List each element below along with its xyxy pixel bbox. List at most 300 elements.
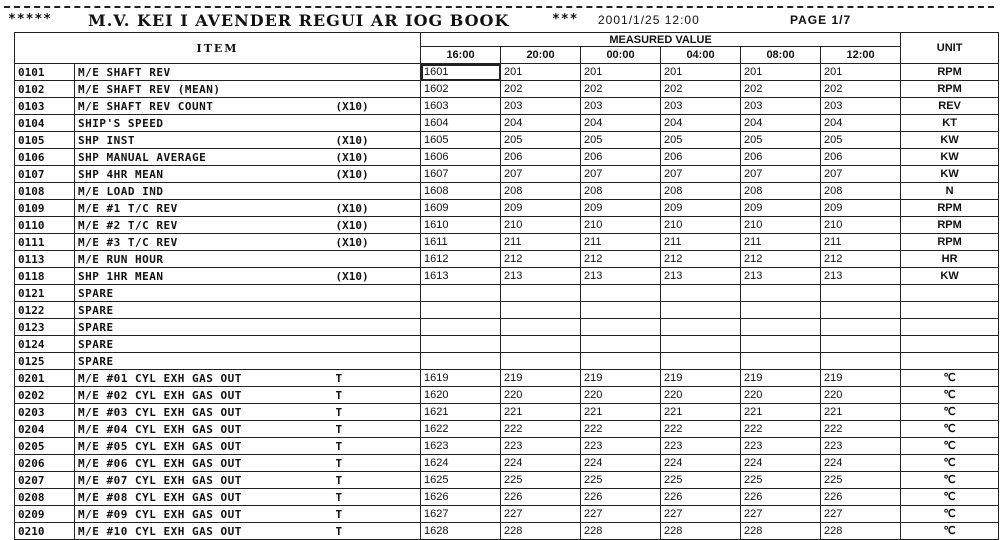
measured-value-cell[interactable]	[421, 319, 501, 336]
table-row[interactable]	[15, 183, 999, 200]
measured-value-cell[interactable]: 203	[581, 98, 661, 115]
item-code: 0121	[15, 285, 75, 302]
measured-value-cell[interactable]: 209	[581, 200, 661, 217]
item-name: M/E #2 T/C REV	[75, 217, 333, 234]
table-row[interactable]	[15, 81, 999, 98]
item-code: 0105	[15, 132, 75, 149]
measured-value-cell[interactable]: 222	[821, 421, 901, 438]
item-code: 0123	[15, 319, 75, 336]
measured-value-cell[interactable]	[821, 319, 901, 336]
measured-value-cell[interactable]: 203	[821, 98, 901, 115]
measured-value-cell[interactable]: 1607	[421, 166, 501, 183]
measured-value-cell[interactable]: 225	[501, 472, 581, 489]
measured-value-cell[interactable]: 220	[661, 387, 741, 404]
measured-value-cell[interactable]: 227	[821, 506, 901, 523]
measured-value-cell[interactable]	[501, 285, 581, 302]
item-code: 0209	[15, 506, 75, 523]
item-name: M/E #07 CYL EXH GAS OUT	[75, 472, 333, 489]
item-code: 0107	[15, 166, 75, 183]
measured-value-cell[interactable]: 222	[501, 421, 581, 438]
measured-value-cell[interactable]: 205	[581, 132, 661, 149]
measured-value-cell[interactable]: 201	[741, 64, 821, 81]
measured-value-cell[interactable]: 228	[741, 523, 821, 540]
item-name: M/E SHAFT REV	[75, 64, 333, 81]
item-name: M/E SHAFT REV COUNT	[75, 98, 333, 115]
measured-value-cell[interactable]	[421, 336, 501, 353]
measured-value-cell[interactable]: 226	[501, 489, 581, 506]
measured-value-cell[interactable]	[421, 302, 501, 319]
measured-value-cell[interactable]: 1628	[421, 523, 501, 540]
measured-value-cell[interactable]: 204	[581, 115, 661, 132]
item-name: M/E #09 CYL EXH GAS OUT	[75, 506, 333, 523]
item-multiplier	[333, 64, 421, 81]
item-multiplier: T	[333, 455, 421, 472]
measured-value-cell[interactable]: 210	[501, 217, 581, 234]
measured-value-cell[interactable]: 228	[821, 523, 901, 540]
measured-value-cell[interactable]: 1623	[421, 438, 501, 455]
item-code: 0109	[15, 200, 75, 217]
measured-value-cell[interactable]: 205	[821, 132, 901, 149]
column-header-time: 12:00	[821, 47, 901, 64]
measured-value-cell[interactable]: 1625	[421, 472, 501, 489]
table-row[interactable]	[15, 353, 999, 370]
item-multiplier: (X10)	[333, 200, 421, 217]
table-row[interactable]	[15, 523, 999, 540]
title-stars-left: *****	[8, 12, 53, 27]
measured-value-cell[interactable]: 206	[661, 149, 741, 166]
measured-value-cell[interactable]	[821, 353, 901, 370]
measured-value-cell[interactable]	[821, 285, 901, 302]
measured-value-cell[interactable]: 201	[661, 64, 741, 81]
measured-value-cell[interactable]	[581, 319, 661, 336]
item-multiplier: T	[333, 387, 421, 404]
measured-value-cell[interactable]: 211	[501, 234, 581, 251]
measured-value-cell[interactable]: 205	[741, 132, 821, 149]
unit-cell	[901, 336, 999, 353]
measured-value-cell[interactable]	[741, 319, 821, 336]
measured-value-cell[interactable]: 1609	[421, 200, 501, 217]
measured-value-cell[interactable]: 211	[821, 234, 901, 251]
table-row[interactable]	[15, 64, 999, 81]
measured-value-cell[interactable]	[741, 285, 821, 302]
measured-value-cell[interactable]: 221	[661, 404, 741, 421]
measured-value-cell[interactable]: 220	[821, 387, 901, 404]
item-name: M/E LOAD IND	[75, 183, 333, 200]
measured-value-cell[interactable]: 210	[821, 217, 901, 234]
measured-value-cell[interactable]: 1627	[421, 506, 501, 523]
measured-value-cell[interactable]: 1624	[421, 455, 501, 472]
table-row[interactable]	[15, 455, 999, 472]
measured-value-cell[interactable]: 211	[661, 234, 741, 251]
unit-cell: ℃	[901, 455, 999, 472]
measured-value-cell[interactable]	[741, 336, 821, 353]
item-code: 0111	[15, 234, 75, 251]
measured-value-cell[interactable]: 203	[661, 98, 741, 115]
measured-value-cell[interactable]: 210	[661, 217, 741, 234]
measured-value-cell[interactable]	[501, 319, 581, 336]
item-name: M/E #08 CYL EXH GAS OUT	[75, 489, 333, 506]
measured-value-cell[interactable]: 204	[821, 115, 901, 132]
unit-cell: N	[901, 183, 999, 200]
item-name: SPARE	[75, 319, 333, 336]
measured-value-cell[interactable]: 213	[501, 268, 581, 285]
measured-value-cell[interactable]: 204	[661, 115, 741, 132]
item-multiplier	[333, 336, 421, 353]
measured-value-cell[interactable]: 202	[501, 81, 581, 98]
measured-value-cell[interactable]: 220	[581, 387, 661, 404]
measured-value-cell[interactable]: 228	[501, 523, 581, 540]
measured-value-cell[interactable]: 211	[581, 234, 661, 251]
measured-value-cell[interactable]: 1611	[421, 234, 501, 251]
item-name: M/E #1 T/C REV	[75, 200, 333, 217]
measured-value-cell[interactable]: 208	[821, 183, 901, 200]
measured-value-cell[interactable]: 220	[501, 387, 581, 404]
column-header-time: 16:00	[421, 47, 501, 64]
measured-value-cell[interactable]: 1605	[421, 132, 501, 149]
measured-value-cell[interactable]	[661, 302, 741, 319]
item-name: SHP 4HR MEAN	[75, 166, 333, 183]
table-row[interactable]	[15, 472, 999, 489]
table-row[interactable]	[15, 370, 999, 387]
measured-value-cell[interactable]	[501, 336, 581, 353]
unit-cell: ℃	[901, 370, 999, 387]
measured-value-cell[interactable]	[741, 353, 821, 370]
report-datetime: 2001/1/25 12:00	[598, 13, 700, 27]
measured-value-cell[interactable]: 210	[741, 217, 821, 234]
measured-value-cell[interactable]: 202	[661, 81, 741, 98]
measured-value-cell[interactable]: 208	[581, 183, 661, 200]
measured-value-cell[interactable]: 204	[741, 115, 821, 132]
item-multiplier	[333, 353, 421, 370]
measured-value-cell[interactable]: 212	[661, 251, 741, 268]
measured-value-cell[interactable]: 209	[741, 200, 821, 217]
item-multiplier: T	[333, 489, 421, 506]
measured-value-cell[interactable]: 211	[741, 234, 821, 251]
item-name: M/E #10 CYL EXH GAS OUT	[75, 523, 333, 540]
measured-value-cell[interactable]: 208	[741, 183, 821, 200]
measured-value-cell[interactable]: 210	[581, 217, 661, 234]
item-code: 0125	[15, 353, 75, 370]
item-code: 0122	[15, 302, 75, 319]
measured-value-cell[interactable]: 219	[661, 370, 741, 387]
measured-value-cell[interactable]: 205	[501, 132, 581, 149]
measured-value-cell[interactable]: 213	[581, 268, 661, 285]
item-code: 0106	[15, 149, 75, 166]
unit-cell: KW	[901, 132, 999, 149]
measured-value-cell[interactable]: 227	[741, 506, 821, 523]
measured-value-cell[interactable]	[581, 336, 661, 353]
measured-value-cell[interactable]: 226	[821, 489, 901, 506]
measured-value-cell[interactable]: 1603	[421, 98, 501, 115]
item-multiplier	[333, 285, 421, 302]
table-row[interactable]	[15, 234, 999, 251]
measured-value-cell[interactable]: 207	[501, 166, 581, 183]
item-multiplier	[333, 183, 421, 200]
measured-value-cell[interactable]: 207	[581, 166, 661, 183]
measured-value-cell[interactable]: 1608	[421, 183, 501, 200]
measured-value-cell[interactable]: 209	[821, 200, 901, 217]
measured-value-cell[interactable]: 219	[501, 370, 581, 387]
table-row[interactable]	[15, 319, 999, 336]
column-header-time: 20:00	[501, 47, 581, 64]
item-code: 0118	[15, 268, 75, 285]
measured-value-cell[interactable]: 203	[501, 98, 581, 115]
column-header-time: 08:00	[741, 47, 821, 64]
table-row[interactable]	[15, 421, 999, 438]
measured-value-cell[interactable]: 204	[501, 115, 581, 132]
measured-value-cell[interactable]: 202	[741, 81, 821, 98]
unit-cell: RPM	[901, 64, 999, 81]
item-code: 0113	[15, 251, 75, 268]
title-stars-right: ***	[552, 12, 579, 27]
unit-cell: HR	[901, 251, 999, 268]
table-row[interactable]	[15, 268, 999, 285]
measured-value-cell[interactable]: 206	[501, 149, 581, 166]
measured-value-cell[interactable]: 219	[821, 370, 901, 387]
unit-cell	[901, 353, 999, 370]
item-name: M/E SHAFT REV (MEAN)	[75, 81, 333, 98]
measured-value-cell[interactable]: 223	[741, 438, 821, 455]
measured-value-cell[interactable]: 206	[821, 149, 901, 166]
item-name: SPARE	[75, 302, 333, 319]
measured-value-cell[interactable]: 222	[581, 421, 661, 438]
measured-value-cell[interactable]: 212	[741, 251, 821, 268]
measured-value-cell[interactable]: 1626	[421, 489, 501, 506]
column-header-time: 04:00	[661, 47, 741, 64]
measured-value-cell[interactable]: 206	[741, 149, 821, 166]
measured-value-cell[interactable]: 201	[501, 64, 581, 81]
log-table	[14, 32, 999, 540]
item-name: M/E #05 CYL EXH GAS OUT	[75, 438, 333, 455]
item-code: 0203	[15, 404, 75, 421]
measured-value-cell[interactable]: 227	[581, 506, 661, 523]
item-code: 0206	[15, 455, 75, 472]
table-row[interactable]	[15, 149, 999, 166]
measured-value-cell[interactable]: 224	[821, 455, 901, 472]
measured-value-cell[interactable]: 213	[741, 268, 821, 285]
unit-cell: ℃	[901, 387, 999, 404]
unit-cell	[901, 285, 999, 302]
table-row[interactable]	[15, 302, 999, 319]
measured-value-cell[interactable]: 224	[581, 455, 661, 472]
measured-value-cell[interactable]: 221	[581, 404, 661, 421]
measured-value-cell[interactable]: 219	[581, 370, 661, 387]
measured-value-cell[interactable]	[661, 336, 741, 353]
item-multiplier: T	[333, 523, 421, 540]
measured-value-cell[interactable]: 206	[581, 149, 661, 166]
table-row[interactable]	[15, 438, 999, 455]
item-code: 0204	[15, 421, 75, 438]
measured-value-cell[interactable]: 209	[501, 200, 581, 217]
item-multiplier	[333, 115, 421, 132]
measured-value-cell[interactable]	[661, 285, 741, 302]
title-bar	[4, 6, 994, 30]
measured-value-cell[interactable]	[421, 353, 501, 370]
item-multiplier: T	[333, 506, 421, 523]
measured-value-cell[interactable]: 228	[661, 523, 741, 540]
measured-value-cell[interactable]: 223	[501, 438, 581, 455]
measured-value-cell[interactable]: 226	[741, 489, 821, 506]
item-name: M/E #02 CYL EXH GAS OUT	[75, 387, 333, 404]
item-name: SHP INST	[75, 132, 333, 149]
measured-value-cell[interactable]: 228	[581, 523, 661, 540]
measured-value-cell[interactable]: 208	[501, 183, 581, 200]
table-row[interactable]	[15, 506, 999, 523]
item-code: 0110	[15, 217, 75, 234]
unit-cell: KW	[901, 149, 999, 166]
measured-value-cell[interactable]: 225	[741, 472, 821, 489]
item-code: 0101	[15, 64, 75, 81]
measured-value-cell[interactable]	[741, 302, 821, 319]
measured-value-cell[interactable]: 1604	[421, 115, 501, 132]
item-name: SHP 1HR MEAN	[75, 268, 333, 285]
item-multiplier: T	[333, 472, 421, 489]
measured-value-cell[interactable]: 1613	[421, 268, 501, 285]
measured-value-cell[interactable]	[581, 302, 661, 319]
measured-value-cell[interactable]: 224	[741, 455, 821, 472]
page-number: PAGE 1/7	[790, 13, 852, 27]
measured-value-cell[interactable]: 212	[821, 251, 901, 268]
measured-value-cell[interactable]	[821, 336, 901, 353]
measured-value-cell[interactable]	[421, 285, 501, 302]
measured-value-cell[interactable]: 225	[821, 472, 901, 489]
item-code: 0108	[15, 183, 75, 200]
measured-value-cell[interactable]: 223	[661, 438, 741, 455]
table-row[interactable]	[15, 251, 999, 268]
measured-value-cell[interactable]: 201	[821, 64, 901, 81]
measured-value-cell[interactable]: 1622	[421, 421, 501, 438]
table-row[interactable]	[15, 489, 999, 506]
measured-value-cell[interactable]	[581, 285, 661, 302]
measured-value-cell[interactable]: 223	[581, 438, 661, 455]
item-name: M/E #06 CYL EXH GAS OUT	[75, 455, 333, 472]
item-multiplier	[333, 251, 421, 268]
item-name: SPARE	[75, 285, 333, 302]
measured-value-cell[interactable]: 212	[581, 251, 661, 268]
measured-value-cell[interactable]: 1621	[421, 404, 501, 421]
measured-value-cell[interactable]: 1612	[421, 251, 501, 268]
measured-value-cell[interactable]: 221	[501, 404, 581, 421]
measured-value-cell[interactable]: 226	[581, 489, 661, 506]
measured-value-cell[interactable]: 202	[581, 81, 661, 98]
measured-value-cell[interactable]: 1610	[421, 217, 501, 234]
measured-value-cell[interactable]	[661, 353, 741, 370]
item-multiplier: (X10)	[333, 217, 421, 234]
unit-cell: ℃	[901, 472, 999, 489]
unit-cell: KW	[901, 268, 999, 285]
item-name: SPARE	[75, 353, 333, 370]
unit-cell: RPM	[901, 200, 999, 217]
measured-value-cell[interactable]: 226	[661, 489, 741, 506]
item-code: 0202	[15, 387, 75, 404]
measured-value-cell[interactable]: 213	[661, 268, 741, 285]
table-row[interactable]	[15, 387, 999, 404]
measured-value-cell[interactable]: 223	[821, 438, 901, 455]
measured-value-cell[interactable]: 201	[581, 64, 661, 81]
measured-value-cell[interactable]: 221	[741, 404, 821, 421]
column-header-time: 00:00	[581, 47, 661, 64]
measured-value-cell[interactable]: 205	[661, 132, 741, 149]
measured-value-cell[interactable]: 220	[741, 387, 821, 404]
measured-value-cell[interactable]: 203	[741, 98, 821, 115]
measured-value-cell[interactable]: 227	[501, 506, 581, 523]
item-code: 0210	[15, 523, 75, 540]
item-code: 0124	[15, 336, 75, 353]
item-name: M/E #01 CYL EXH GAS OUT	[75, 370, 333, 387]
measured-value-cell[interactable]: 222	[741, 421, 821, 438]
item-name: SPARE	[75, 336, 333, 353]
measured-value-cell[interactable]	[501, 302, 581, 319]
table-row[interactable]	[15, 98, 999, 115]
table-row[interactable]	[15, 166, 999, 183]
measured-value-cell[interactable]: 202	[821, 81, 901, 98]
measured-value-cell[interactable]: 221	[821, 404, 901, 421]
table-row[interactable]	[15, 336, 999, 353]
measured-value-cell[interactable]: 209	[661, 200, 741, 217]
item-name: M/E #03 CYL EXH GAS OUT	[75, 404, 333, 421]
item-multiplier: (X10)	[333, 98, 421, 115]
measured-value-cell[interactable]: 213	[821, 268, 901, 285]
table-row[interactable]	[15, 404, 999, 421]
measured-value-cell[interactable]: 227	[661, 506, 741, 523]
table-row[interactable]	[15, 115, 999, 132]
item-multiplier: T	[333, 404, 421, 421]
item-multiplier	[333, 302, 421, 319]
measured-value-cell[interactable]	[661, 319, 741, 336]
unit-cell: RPM	[901, 217, 999, 234]
measured-value-cell[interactable]: 1606	[421, 149, 501, 166]
unit-cell: ℃	[901, 421, 999, 438]
measured-value-cell[interactable]	[581, 353, 661, 370]
measured-value-cell[interactable]: 1620	[421, 387, 501, 404]
unit-cell: KW	[901, 166, 999, 183]
measured-value-cell[interactable]: 225	[581, 472, 661, 489]
unit-cell: REV	[901, 98, 999, 115]
unit-cell: ℃	[901, 489, 999, 506]
measured-value-cell[interactable]	[501, 353, 581, 370]
measured-value-cell[interactable]: 208	[661, 183, 741, 200]
measured-value-cell[interactable]: 225	[661, 472, 741, 489]
table-row[interactable]	[15, 200, 999, 217]
item-code: 0207	[15, 472, 75, 489]
table-row[interactable]	[15, 132, 999, 149]
item-multiplier	[333, 319, 421, 336]
measured-value-cell[interactable]: 207	[661, 166, 741, 183]
page-title: M.V. KEI I AVENDER REGUI AR IOG BOOK	[88, 11, 510, 30]
item-multiplier: (X10)	[333, 149, 421, 166]
column-header-item: ITEM	[15, 33, 421, 64]
measured-value-cell[interactable]: 219	[741, 370, 821, 387]
measured-value-cell[interactable]: 207	[821, 166, 901, 183]
measured-value-cell[interactable]: 212	[501, 251, 581, 268]
measured-value-cell[interactable]: 224	[661, 455, 741, 472]
measured-value-cell[interactable]	[821, 302, 901, 319]
measured-value-cell[interactable]: 222	[661, 421, 741, 438]
item-name: SHIP'S SPEED	[75, 115, 333, 132]
unit-cell: ℃	[901, 438, 999, 455]
table-row[interactable]	[15, 285, 999, 302]
measured-value-cell[interactable]: 207	[741, 166, 821, 183]
item-code: 0102	[15, 81, 75, 98]
item-name: M/E #3 T/C REV	[75, 234, 333, 251]
measured-value-cell[interactable]: 1619	[421, 370, 501, 387]
table-row[interactable]	[15, 217, 999, 234]
measured-value-cell[interactable]: 1602	[421, 81, 501, 98]
item-multiplier: T	[333, 421, 421, 438]
measured-value-cell[interactable]: 1601	[421, 64, 501, 81]
item-code: 0201	[15, 370, 75, 387]
measured-value-cell[interactable]: 224	[501, 455, 581, 472]
